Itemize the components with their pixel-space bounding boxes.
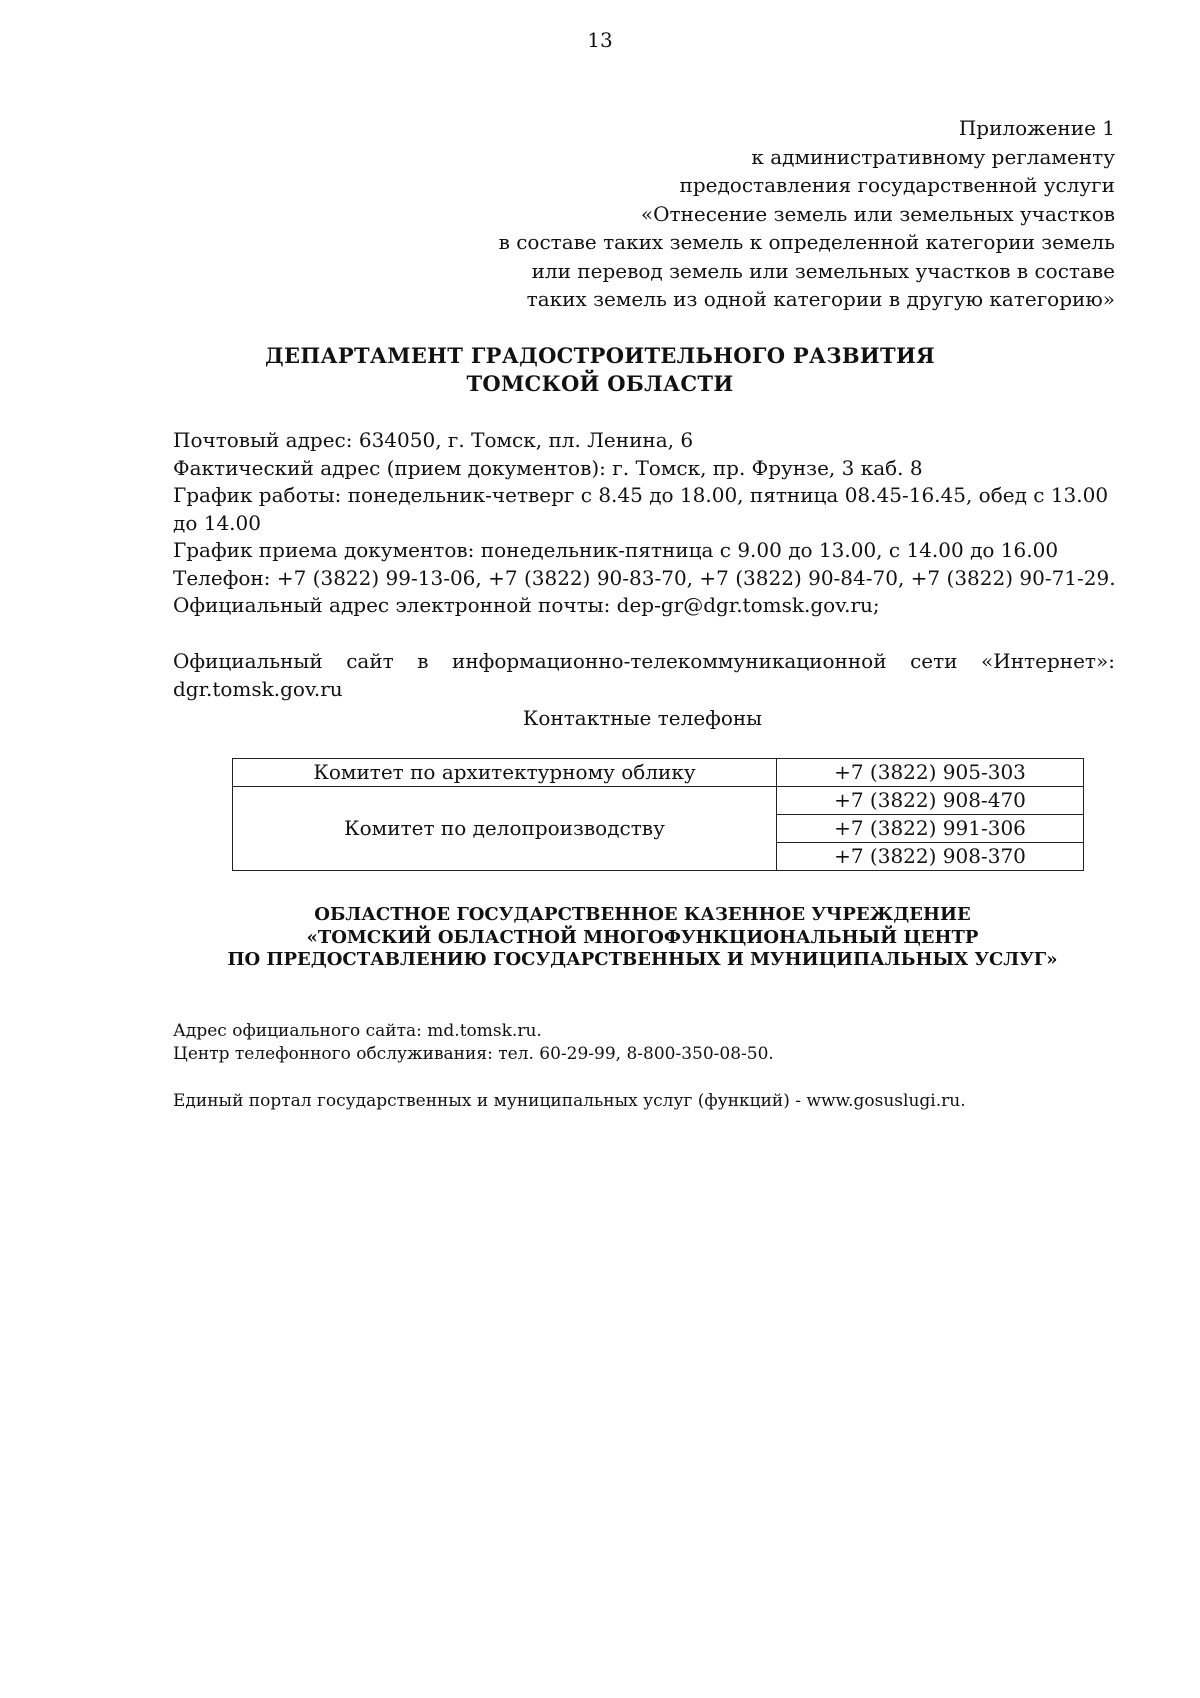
table-row bbox=[233, 787, 1084, 815]
website-word: информационно-телекоммуникационной bbox=[452, 649, 887, 673]
website-word: в bbox=[417, 649, 429, 673]
appendix-line: в составе таких земель к определенной категории земель bbox=[498, 230, 1115, 254]
website-caption bbox=[173, 648, 1115, 676]
mfc-title bbox=[0, 904, 1200, 972]
committee-name: Комитет по архитектурному облику bbox=[233, 759, 777, 787]
mfc-title-line: ПО ПРЕДОСТАВЛЕНИЮ ГОСУДАРСТВЕННЫХ И МУНИЦИПАЛЬНЫХ УСЛУГ» bbox=[227, 949, 1058, 970]
phone-number: +7 (3822) 908-470 bbox=[777, 787, 1084, 815]
mfc-title-line: ОБЛАСТНОЕ ГОСУДАРСТВЕННОЕ КАЗЕННОЕ УЧРЕЖДЕНИЕ bbox=[314, 904, 971, 925]
mfc-call-center: Центр телефонного обслуживания: тел. 60-29-99, 8-800-350-08-50. bbox=[173, 1044, 774, 1064]
website-word: «Интернет»: bbox=[981, 649, 1115, 673]
postal-address: Почтовый адрес: 634050, г. Томск, пл. Ленина, 6 bbox=[173, 428, 694, 452]
work-schedule: График работы: понедельник-четверг с 8.45 до 18.00, пятница 08.45-16.45, обед с 13.00 до 14.00 bbox=[173, 483, 1109, 535]
appendix-line: или перевод земель или земельных участков в составе bbox=[531, 258, 1115, 283]
department-title bbox=[0, 342, 1200, 398]
contacts-title: Контактные телефоны bbox=[522, 706, 763, 730]
reception-schedule: График приема документов: понедельник-пятница с 9.00 до 13.00, с 14.00 до 16.00 bbox=[173, 538, 1059, 562]
actual-address: Фактический адрес (прием документов): г. Томск, пр. Фрунзе, 3 каб. 8 bbox=[173, 455, 923, 480]
table-row bbox=[233, 759, 1084, 787]
committee-name: Комитет по делопроизводству bbox=[233, 787, 777, 871]
appendix-line: «Отнесение земель или земельных участков bbox=[640, 201, 1115, 226]
website-url: dgr.tomsk.gov.ru bbox=[173, 676, 343, 701]
department-contact-info bbox=[173, 427, 1115, 620]
department-email: Официальный адрес электронной почты: dep-gr@dgr.tomsk.gov.ru; bbox=[173, 593, 880, 617]
mfc-contact-info bbox=[173, 1020, 1073, 1066]
phone-number: +7 (3822) 908-370 bbox=[777, 843, 1084, 871]
appendix-line: таких земель из одной категории в другую категорию» bbox=[526, 287, 1115, 311]
department-website bbox=[173, 648, 1115, 703]
website-word: сайт bbox=[346, 649, 394, 673]
gosuslugi-portal: Единый портал государственных и муниципальных услуг (функций) - www.gosuslugi.ru. bbox=[173, 1091, 966, 1111]
department-title-line: ДЕПАРТАМЕНТ ГРАДОСТРОИТЕЛЬНОГО РАЗВИТИЯ bbox=[265, 343, 935, 368]
department-phones: Телефон: +7 (3822) 99-13-06, +7 (3822) 90-83-70, +7 (3822) 90-84-70, +7 (3822) 90-71-29. bbox=[173, 565, 1116, 590]
website-word: сети bbox=[910, 649, 958, 673]
mfc-website: Адрес официального сайта: md.tomsk.ru. bbox=[173, 1021, 542, 1041]
mfc-title-line: «ТОМСКИЙ ОБЛАСТНОЙ МНОГОФУНКЦИОНАЛЬНЫЙ ЦЕНТР bbox=[306, 926, 979, 948]
appendix-line: к административному регламенту bbox=[751, 144, 1115, 169]
appendix-line: Приложение 1 bbox=[958, 116, 1115, 140]
department-title-line: ТОМСКОЙ ОБЛАСТИ bbox=[466, 371, 734, 396]
page-number: 13 bbox=[587, 28, 613, 52]
appendix-reference bbox=[415, 114, 1115, 314]
phone-number: +7 (3822) 991-306 bbox=[777, 815, 1084, 843]
phone-number: +7 (3822) 905-303 bbox=[777, 759, 1084, 787]
website-word: Официальный bbox=[173, 649, 323, 673]
appendix-line: предоставления государственной услуги bbox=[679, 173, 1115, 197]
contacts-table bbox=[232, 758, 1084, 871]
